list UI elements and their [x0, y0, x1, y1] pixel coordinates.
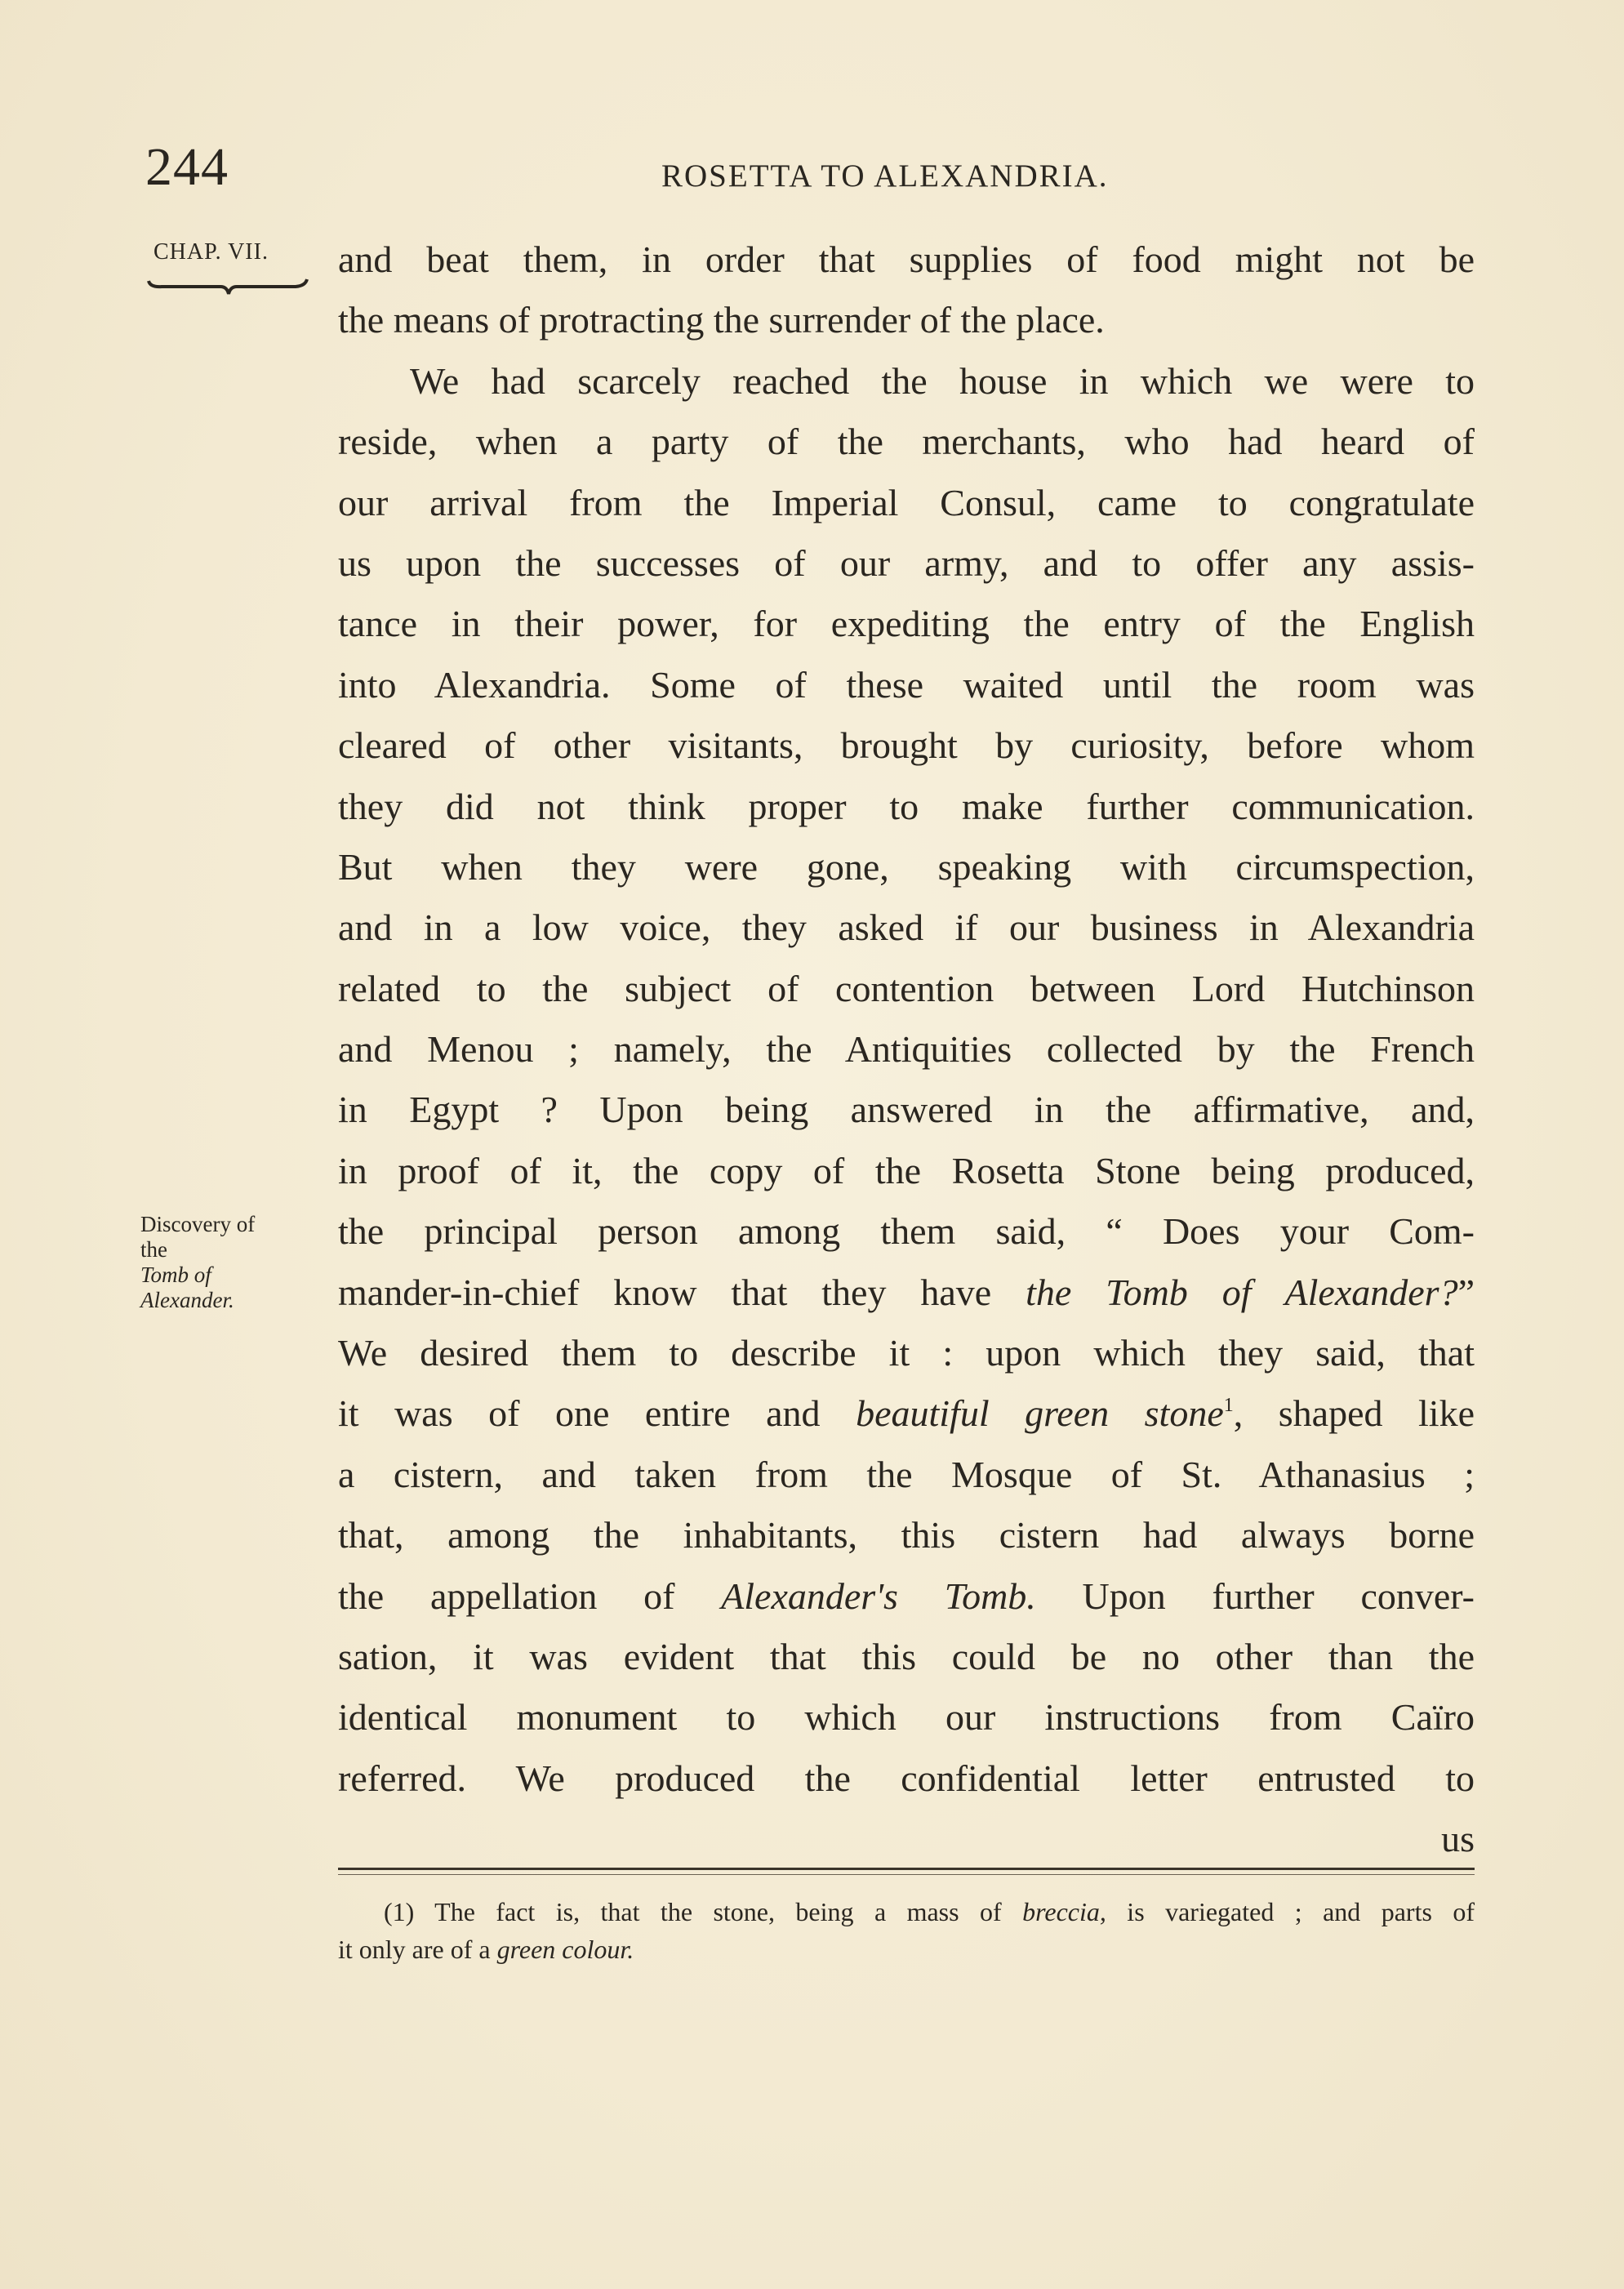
footnote-line [338, 1931, 1475, 1968]
sidenote-line: Alexander. [140, 1288, 234, 1312]
italic-run: breccia, [1022, 1897, 1106, 1926]
italic-run: green colour. [496, 1935, 634, 1964]
text-line: tance in their power, for expediting the entry of the English [338, 603, 1475, 645]
italic-run: beautiful green stone [856, 1392, 1224, 1435]
text-line: in proof of it, the copy of the Rosetta Stone being produced, [338, 1149, 1475, 1191]
text-line: and Menou ; namely, the Antiquities collected by the French [338, 1028, 1475, 1071]
text-line: reside, when a party of the merchants, who had heard of [338, 421, 1475, 463]
footnote-marker: (1) [384, 1897, 415, 1926]
footnote-reference: 1 [1223, 1395, 1234, 1417]
brace-ornament [145, 276, 309, 301]
text-line: sation, it was evident that this could be no other than the [338, 1635, 1475, 1677]
text-line: they did not think proper to make further communication. [338, 785, 1475, 827]
text-run: is variegated ; and parts of [1106, 1897, 1475, 1926]
footnote-rule-thin [338, 1874, 1475, 1875]
text-run: Upon further conver- [1035, 1574, 1475, 1617]
text-line: cleared of other visitants, brought by curiosity, before whom [338, 724, 1475, 767]
text-line: But when they were gone, speaking with circumspection, [338, 845, 1475, 888]
text-line: the means of protracting the surrender of the place. [338, 299, 1105, 341]
text-line: We had scarcely reached the house in which we were to [410, 359, 1475, 402]
chapter-label: CHAP. VII. [154, 239, 269, 265]
body-text [338, 229, 1475, 1870]
text-line: and beat them, in order that supplies of food might not be [338, 238, 1475, 280]
text-line [338, 1566, 1475, 1627]
sidenote-line [140, 1237, 312, 1288]
sidenote-line: Discovery of [140, 1212, 256, 1236]
margin-sidenote [140, 1212, 312, 1313]
text-run: ” [1457, 1271, 1475, 1313]
text-line: us upon the successes of our army, and to offer any assis- [338, 541, 1475, 584]
catchword: us [1441, 1818, 1475, 1860]
text-line: referred. We produced the confidential letter entrusted to [338, 1757, 1475, 1799]
italic-run: Tomb of [140, 1263, 211, 1287]
text-line: the principal person among them said, “ Does your Com- [338, 1210, 1475, 1253]
text-line: in Egypt ? Upon being answered in the affirmative, and, [338, 1089, 1475, 1131]
footnote [338, 1893, 1475, 1968]
footnote-rule [338, 1868, 1475, 1870]
text-line: related to the subject of contention between Lord Hutchinson [338, 967, 1475, 1009]
text-run: it only are of a [338, 1935, 497, 1964]
text-line: into Alexandria. Some of these waited until the room was [338, 663, 1475, 706]
italic-run: the Tomb of Alexander? [1026, 1271, 1458, 1313]
text-line: that, among the inhabitants, this cistern had always borne [338, 1514, 1475, 1556]
text-line [338, 1263, 1475, 1323]
text-line: We desired them to describe it : upon which they said, that [338, 1332, 1475, 1374]
italic-run: Alexander's Tomb. [721, 1574, 1036, 1617]
text-run: the [140, 1237, 167, 1262]
footnote-line [338, 1893, 1475, 1931]
text-run: , shaped like [1233, 1392, 1475, 1435]
text-run: it was of one entire and [338, 1392, 856, 1435]
page-number: 244 [145, 137, 229, 197]
running-title: ROSETTA TO ALEXANDRIA. [661, 158, 1109, 194]
text-line: identical monument to which our instructions from Caïro [338, 1696, 1475, 1739]
text-run: mander-in-chief know that they have [338, 1271, 1026, 1313]
text-run: The fact is, that the stone, being a mass of [434, 1897, 1023, 1926]
text-line [338, 1383, 1475, 1444]
text-line: and in a low voice, they asked if our business in Alexandria [338, 906, 1475, 949]
text-line: our arrival from the Imperial Consul, came to congratulate [338, 481, 1475, 523]
text-run: the appellation of [338, 1574, 722, 1617]
text-line: a cistern, and taken from the Mosque of St. Athanasius ; [338, 1453, 1475, 1495]
